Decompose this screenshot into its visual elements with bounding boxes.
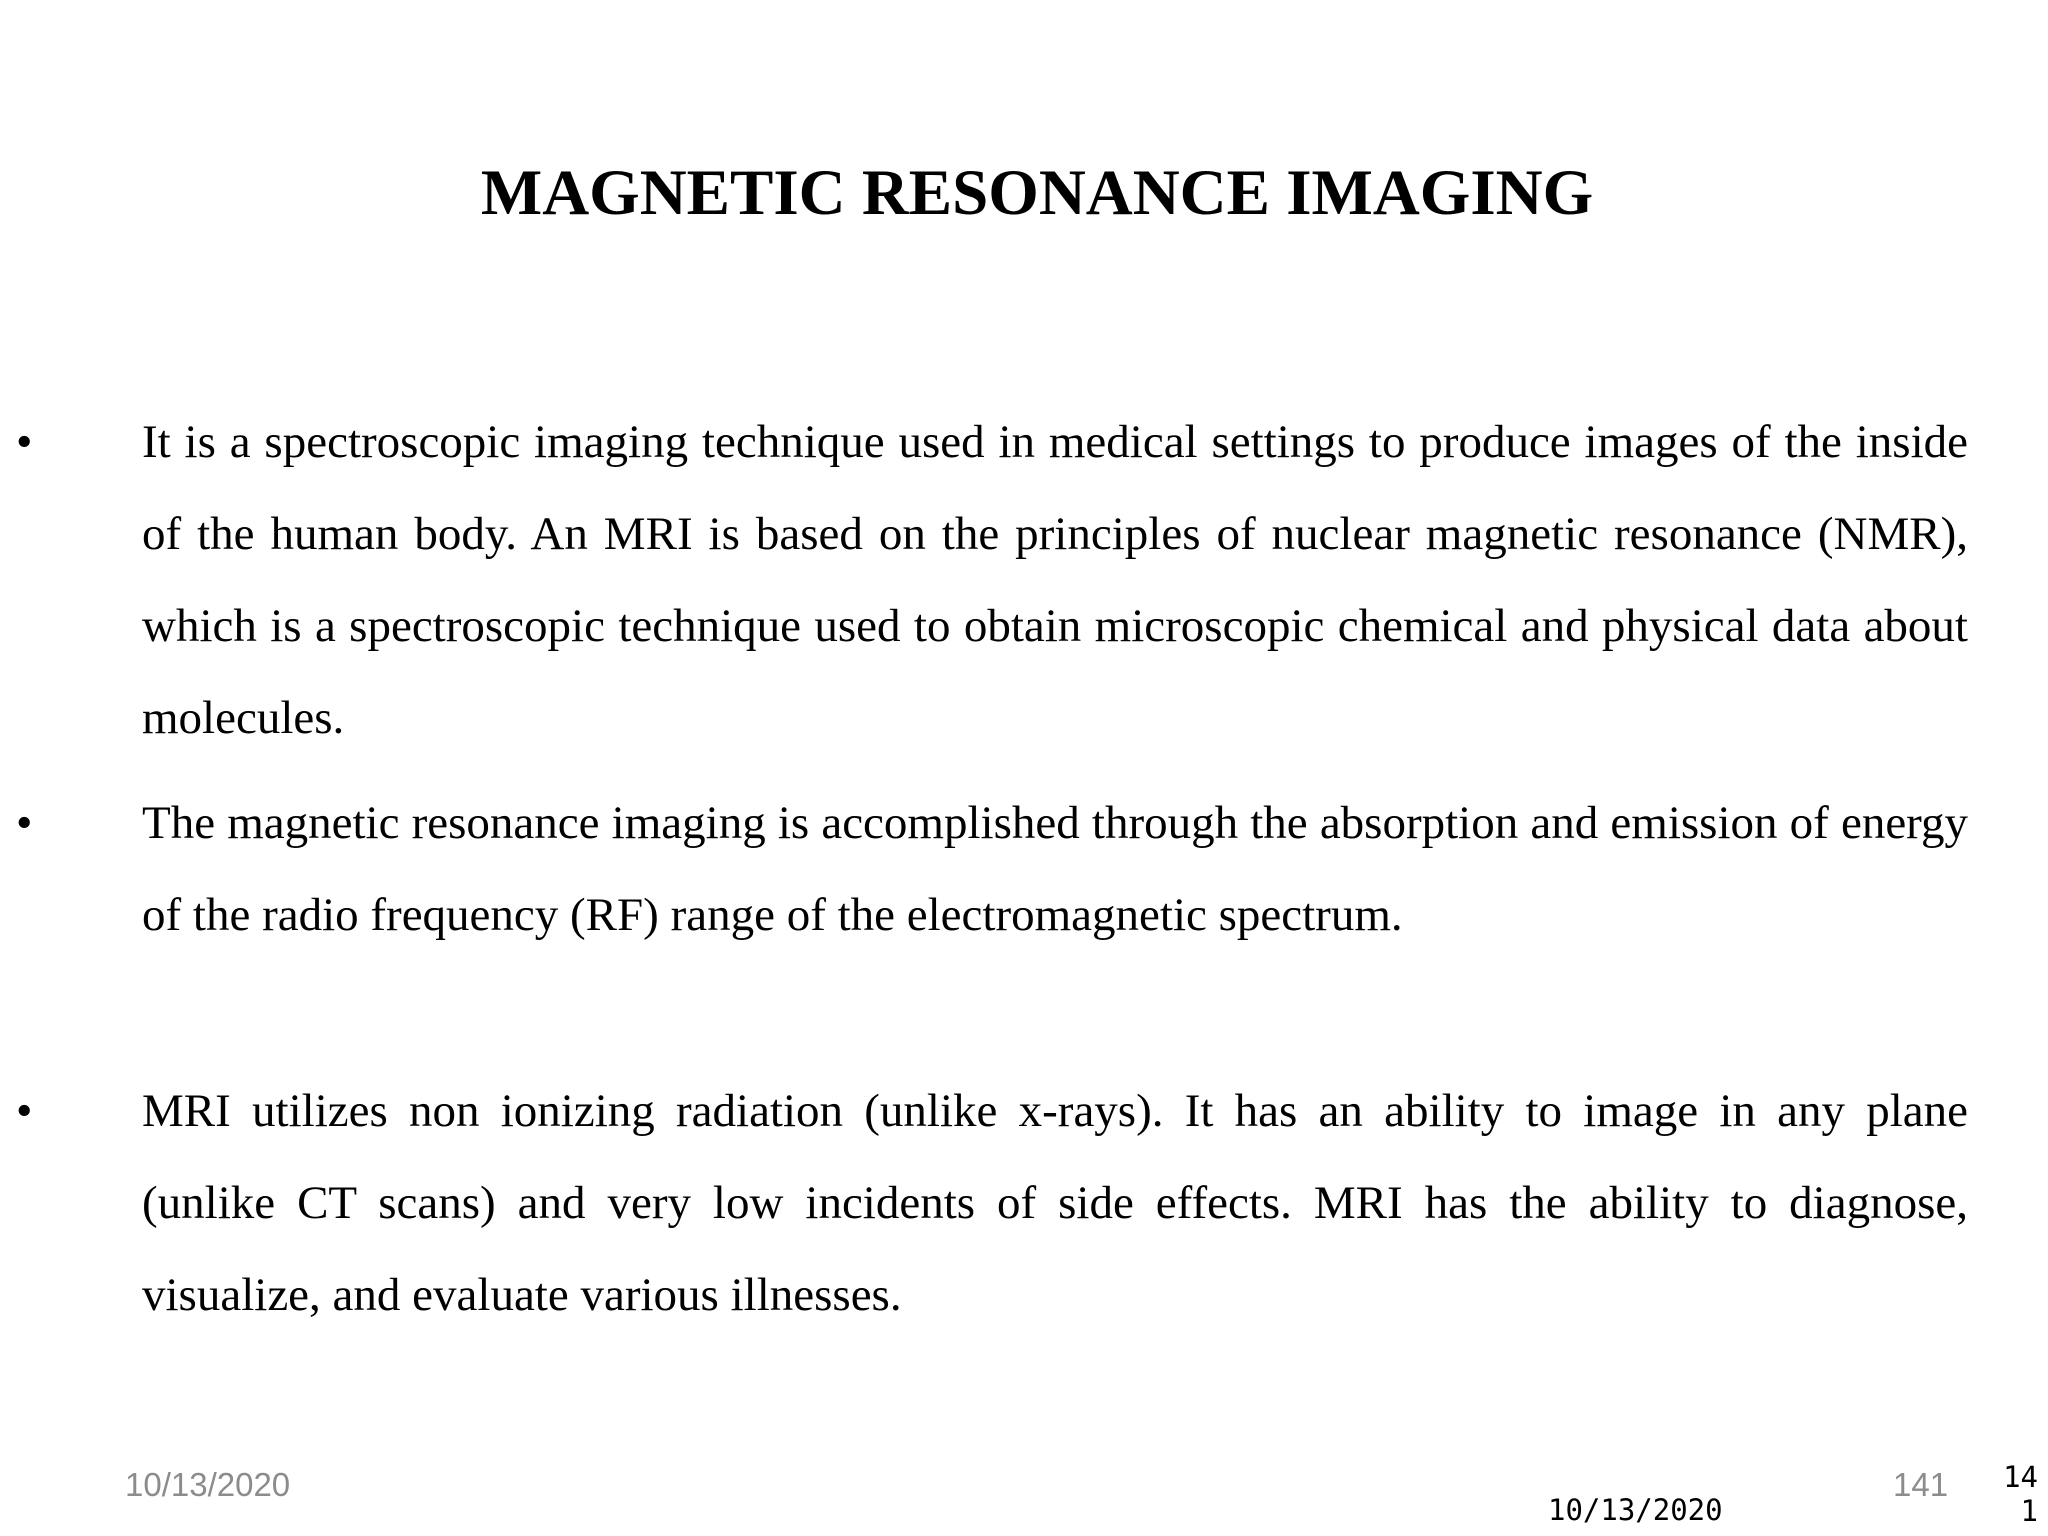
page-overlay-date: 10/13/2020 <box>1548 1493 1723 1527</box>
bullet-text: It is a spectroscopic imaging technique used in medical settings to produce images of the inside of the human body. An MRI is based on the principles of nuclear magnetic resonance (NMR), which is a spectroscopic technique used to obtain microscopic chemical and physical data about molecules. <box>142 416 1968 744</box>
bullet-marker: • <box>16 797 33 849</box>
bullet-text: The magnetic resonance imaging is accomplished through the absorption and emission of energy of the radio frequency (RF) range of the electromagnetic spectrum. <box>142 797 1968 941</box>
bullet-text: MRI utilizes non ionizing radiation (unlike x-rays). It has an ability to image in any plane (unlike CT scans) and very low incidents of side effects. MRI has the ability to diagnose, visualize, and evaluate various illnesses. <box>142 1085 1968 1321</box>
footer-date: 10/13/2020 <box>125 1466 291 1503</box>
bullet-marker: • <box>16 416 33 468</box>
bullet-marker: • <box>16 1085 33 1137</box>
footer-slide-number: 141 <box>1893 1466 1949 1503</box>
slide-title: MAGNETIC RESONANCE IMAGING <box>480 157 1594 229</box>
page-overlay-number: 141 <box>2003 1460 2038 1528</box>
